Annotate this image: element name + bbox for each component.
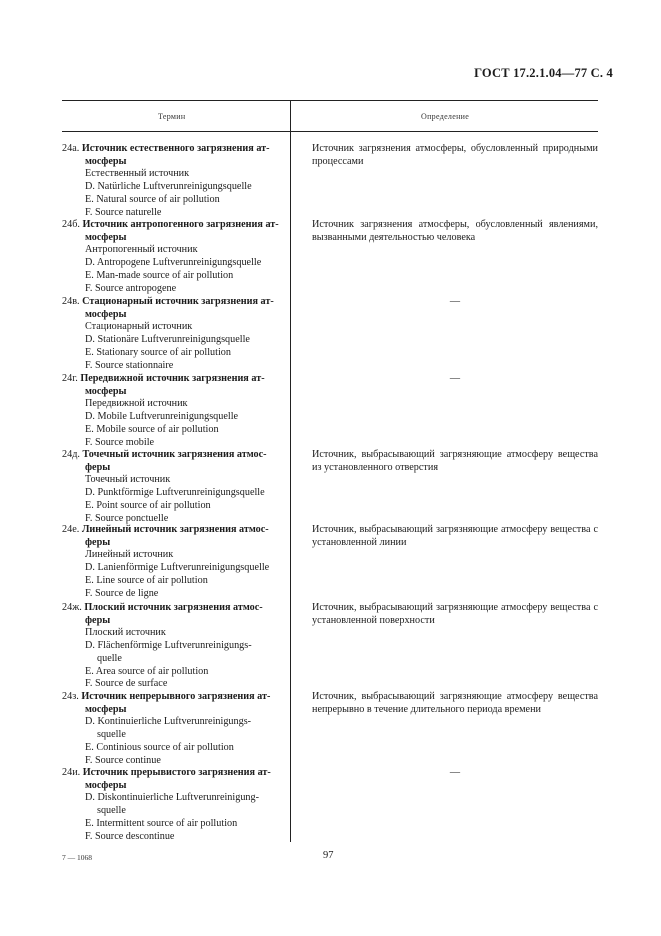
term-title: Плоский источник загрязнения атмос- <box>84 602 263 613</box>
term-french: F. Source ponctuelle <box>85 512 169 524</box>
term-title-continued: феры <box>85 614 111 626</box>
entry-number: 24г. <box>62 373 78 384</box>
definition-cell: Источник, выбрасывающий загрязняющие атмосферу вещества из установленного отверстия <box>312 449 598 473</box>
term-cell <box>62 296 282 373</box>
term-german: D. Lanienförmige Luftverunreinigungsquelle <box>85 562 270 574</box>
term-entry <box>62 143 598 219</box>
definition-cell: — <box>449 767 461 778</box>
term-english: E. Mobile source of air pollution <box>85 423 219 435</box>
definition-cell: Источник, выбрасывающий загрязняющие атмосферу вещества с установленной линии <box>312 524 598 548</box>
term-title-continued: мосферы <box>85 779 127 791</box>
term-title: Источник антропогенного загрязнения ат- <box>82 219 279 230</box>
entry-number: 24б. <box>62 219 80 230</box>
column-header-term: Термин <box>158 112 186 121</box>
term-german-wrap: quelle <box>97 652 122 664</box>
term-cell <box>62 449 282 524</box>
definition-cell: Источник, выбрасывающий загрязняющие атмосферу вещества с установленной поверхности <box>312 602 598 626</box>
term-title: Точечный источник загрязнения атмос- <box>82 449 267 460</box>
term-french: F. Source de surface <box>85 678 168 690</box>
definition-cell: — <box>449 296 461 307</box>
term-title-continued: мосферы <box>85 155 127 167</box>
term-cell <box>62 219 282 296</box>
term-synonym: Точечный источник <box>85 474 171 486</box>
term-title: Источник естественного загрязнения ат- <box>81 143 270 154</box>
term-french: F. Source descontinue <box>85 830 175 842</box>
term-title: Источник прерывистого загрязнения ат- <box>82 767 271 778</box>
definition-cell: Источник, выбрасывающий загрязняющие атмосферу вещества непрерывно в течение длительного периода времени <box>312 691 598 715</box>
term-title-continued: мосферы <box>85 308 127 320</box>
term-french: F. Source naturelle <box>85 206 162 218</box>
term-title-continued: феры <box>85 461 111 473</box>
term-synonym: Передвижной источник <box>85 398 188 410</box>
term-english: E. Stationary source of air pollution <box>85 346 231 358</box>
term-entry <box>62 691 598 767</box>
term-entry <box>62 602 598 691</box>
term-english: E. Area source of air pollution <box>85 665 209 677</box>
term-french: F. Source mobile <box>85 436 155 448</box>
term-entry <box>62 524 598 602</box>
column-header-definition: Определение <box>421 112 470 121</box>
term-german-wrap: squelle <box>97 805 126 817</box>
term-title-continued: феры <box>85 536 111 548</box>
term-english: E. Line source of air pollution <box>85 574 208 586</box>
term-title-continued: мосферы <box>85 703 127 715</box>
page-number: 97 <box>323 850 334 861</box>
term-english: E. Continious source of air pollution <box>85 741 234 753</box>
term-german: D. Natürliche Luftverunreinigungsquelle <box>85 181 252 193</box>
term-cell <box>62 373 282 449</box>
table-top-rule <box>62 100 598 101</box>
term-english: E. Natural source of air pollution <box>85 193 220 205</box>
term-synonym: Естественный источник <box>85 168 190 180</box>
term-german: D. Mobile Luftverunreinigungsquelle <box>85 411 239 423</box>
term-title-continued: мосферы <box>85 231 127 243</box>
term-title: Источник непрерывного загрязнения ат- <box>81 691 271 702</box>
entry-number: 24д. <box>62 449 80 460</box>
term-german: D. Punktförmige Luftverunreinigungsquelle <box>85 487 265 499</box>
term-german: D. Flächenförmige Luftverunreinigungs- <box>85 640 252 652</box>
term-german-wrap: squelle <box>97 729 126 741</box>
term-synonym: Антропогенный источник <box>85 244 198 256</box>
term-french: F. Source stationnaire <box>85 359 174 371</box>
entry-number: 24е. <box>62 524 80 535</box>
term-entry <box>62 296 598 373</box>
term-french: F. Source antropogene <box>85 282 177 294</box>
entry-number: 24ж. <box>62 602 82 613</box>
term-cell <box>62 524 282 602</box>
term-french: F. Source de ligne <box>85 587 159 599</box>
term-french: F. Source continue <box>85 754 161 766</box>
term-entry <box>62 449 598 524</box>
term-german: D. Kontinuierliche Luftverunreinigungs- <box>85 716 252 728</box>
definition-cell: Источник загрязнения атмосферы, обусловленный явлениями, вызванными деятельностью человека <box>312 219 598 243</box>
term-english: E. Man-made source of air pollution <box>85 269 234 281</box>
term-entry <box>62 219 598 296</box>
term-cell <box>62 767 282 843</box>
footer-print-code: 7 — 1068 <box>62 853 92 862</box>
term-title: Стационарный источник загрязнения ат- <box>82 296 274 307</box>
table-header-rule <box>62 131 598 132</box>
term-title-continued: мосферы <box>85 385 127 397</box>
term-entry <box>62 373 598 449</box>
entry-number: 24а. <box>62 143 80 154</box>
term-entry <box>62 767 598 843</box>
entry-number: 24в. <box>62 296 80 307</box>
term-german: D. Antropogene Luftverunreinigungsquelle <box>85 257 262 269</box>
term-entries <box>62 143 598 843</box>
page-header-ref: ГОСТ 17.2.1.04—77 С. 4 <box>474 66 613 80</box>
term-cell <box>62 691 282 767</box>
term-title: Линейный источник загрязнения атмос- <box>81 524 269 535</box>
definition-cell: Источник загрязнения атмосферы, обусловленный природными процессами <box>312 143 598 167</box>
term-english: E. Point source of air pollution <box>85 499 211 511</box>
entry-number: 24з. <box>62 691 79 702</box>
term-german: D. Diskontinuierliche Luftverunreinigung- <box>85 792 259 804</box>
term-synonym: Линейный источник <box>85 549 174 561</box>
entry-number: 24и. <box>62 767 81 778</box>
term-synonym: Плоский источник <box>85 627 166 639</box>
term-cell <box>62 143 282 219</box>
term-english: E. Intermittent source of air pollution <box>85 817 238 829</box>
term-title: Передвижной источник загрязнения ат- <box>80 373 265 384</box>
definition-cell: — <box>449 373 461 384</box>
term-cell <box>62 602 282 691</box>
term-synonym: Стационарный источник <box>85 321 193 333</box>
term-german: D. Stationäre Luftverunreinigungsquelle <box>85 334 250 346</box>
